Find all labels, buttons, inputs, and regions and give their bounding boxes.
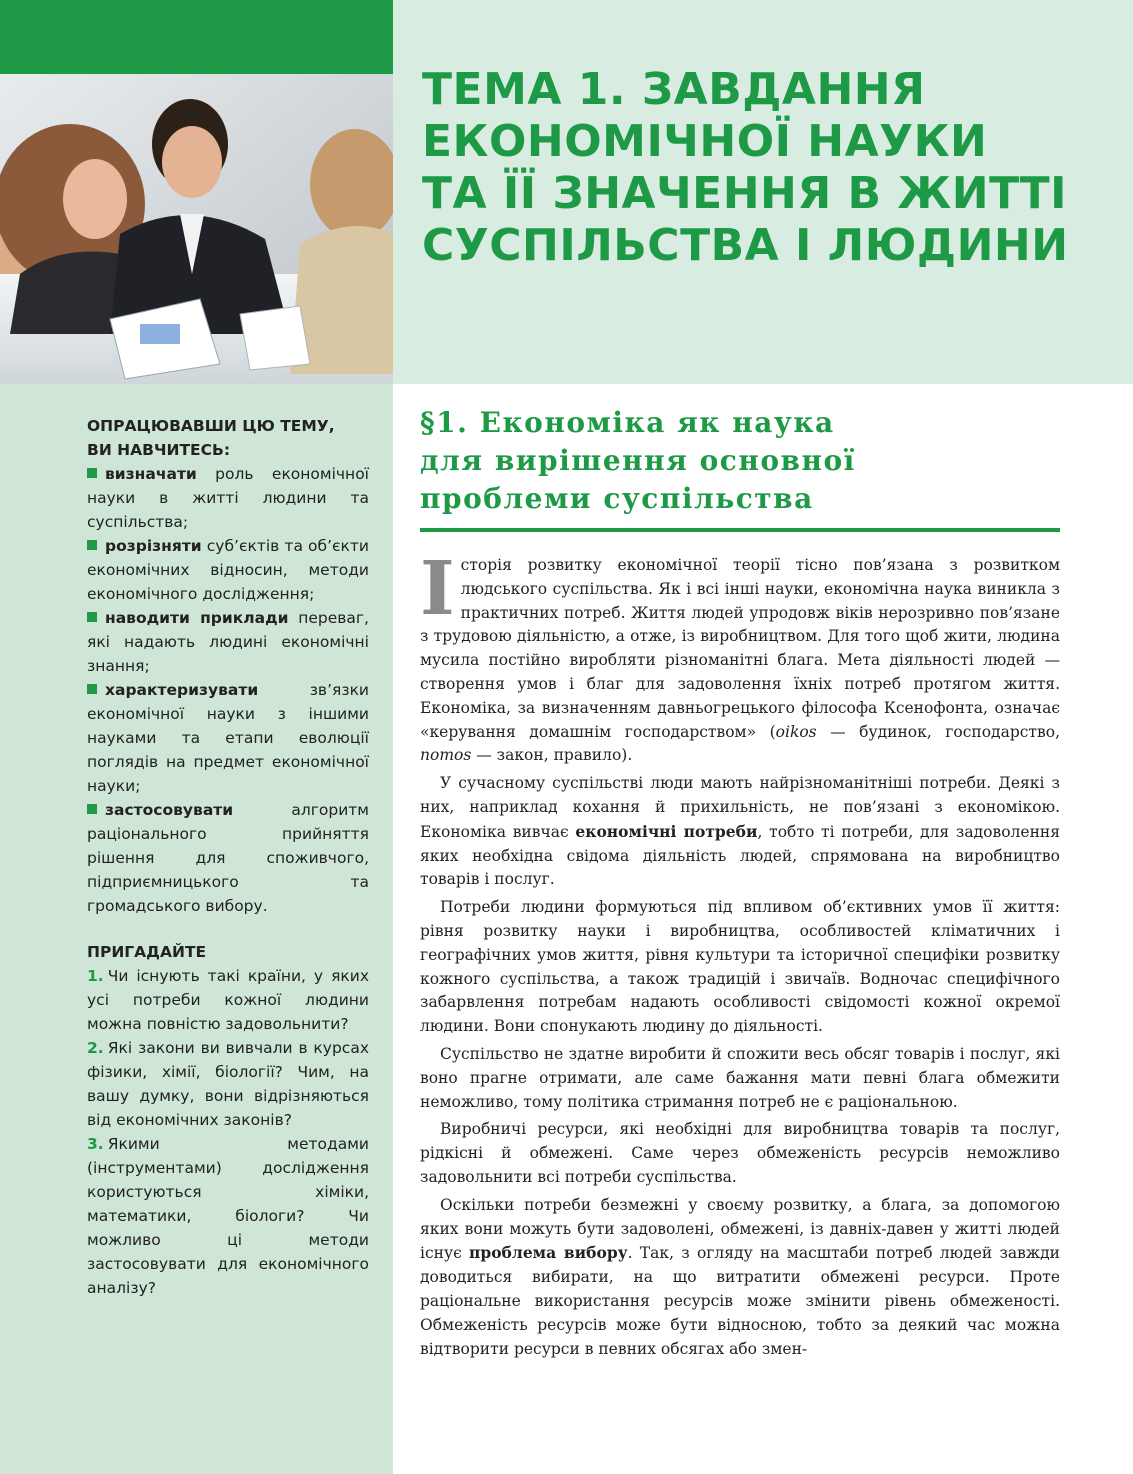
paragraph: Виробничі ресурси, які необхідні для виробництва товарів та послуг, рідкісні й обмежені. Саме через обмеженість ресурсів неможливо задовольнити всі потреби суспільства. [420,1120,1060,1186]
goal-verb: розрізняти [105,537,202,555]
section-title [420,404,1060,524]
goal-text: суб’єктів та об’єкти економічних відносин, методи економічного дослідження; [87,537,369,603]
paragraph-text: сторія розвитку економічної теорії тісно пов’язана з розвитком людського суспільства. Як і всі інші науки, економічна наука виникла з практичних потреб. Життя людей упродовж віків нерозривно пов’язане з трудовою діяльністю, а отже, із виробництвом. Для того щоб жити, людина мусила постійно виробляти різноманітні блага. Мета діяльності людей — створення умов і благ для задоволення їхніх потреб протягом життя. Економіка, за визначенням давньогрецького філософа Ксенофонта, означає «керування домашнім господарством» ( [420,556,1060,741]
recall-question [87,964,369,1036]
question-number: 2. [87,1039,104,1057]
paragraph-text: — закон, правило). [471,746,633,765]
goal-item [87,678,369,798]
section-title-line: для вирішення основної [420,444,856,477]
paragraph-text: Оскільки потреби безмежні у своєму розвитку, а блага, за допомогою яких вони можуть бути задоволені, обмежені, із давніх-давен у житті людей існує [420,1195,1060,1263]
paragraph-text: , тобто ті потреби, для задоволення яких необхідна свідома діяльність людей, спрямована на виробництво товарів і послуг. [420,822,1061,889]
topic-title-line: ЕКОНОМІЧНОЇ НАУКИ [422,116,988,167]
goal-text: роль економічної науки в житті людини та суспільства; [87,465,369,531]
paragraph: Суспільство не здатне виробити й спожити весь обсяг товарів і послуг, які воно прагне отримати, але саме бажання мати певні блага обмежити неможливо, тому політика стримання потреб не є раціональною. [420,1044,1060,1111]
topic-title [422,64,1122,272]
key-term: проблема вибору [469,1243,628,1263]
recall-heading: ПРИГАДАЙТЕ [87,943,207,961]
recall-block [87,940,369,1300]
goal-verb: застосовувати [105,801,234,819]
learn-heading-line: ОПРАЦЮВАВШИ ЦЮ ТЕМУ, [87,417,335,435]
bullet-square-icon [87,612,97,622]
question-text: Чи існують такі країни, у яких усі потреби кожної людини можна повністю задовольнити? [87,967,369,1033]
recall-question [87,1132,369,1300]
bullet-square-icon [87,684,97,694]
paragraph [420,772,1060,892]
drop-cap: І [420,546,455,632]
paragraph [420,546,1060,768]
question-number: 1. [87,967,104,985]
term-italic: oikos [775,722,817,741]
term-italic: nomos [420,746,472,765]
bullet-square-icon [87,540,97,550]
bullet-square-icon [87,468,97,478]
goal-verb: визначати [105,465,197,483]
question-number: 3. [87,1135,104,1153]
learn-heading [87,414,369,462]
recall-question [87,1036,369,1132]
header-green-bar [0,0,393,74]
paragraph-text: — будинок, господарство, [816,722,1060,741]
goal-item [87,462,369,534]
topic-title-line: ТА ЇЇ ЗНАЧЕННЯ В ЖИТТІ [422,168,1067,219]
paragraph [420,1194,1060,1362]
bullet-square-icon [87,804,97,814]
section-title-line: §1. Економіка як наука [420,406,835,439]
goal-text: переваг, які надають людині економічні знання; [87,609,369,675]
question-text: Якими методами (інструментами) дослідження користуються хіміки, математики, біологи? Чи можливо ці методи застосовувати для економічного аналізу? [87,1135,369,1297]
section-title-line: проблеми суспільства [420,482,814,515]
key-term: економічні потреби [575,821,758,841]
goal-item [87,534,369,606]
section-divider [420,528,1060,532]
main-content [420,404,1060,1365]
business-meeting-photo [0,74,393,384]
paragraph-text: У сучасному суспільстві люди мають найрізноманітніші потреби. Деякі з них, наприклад кохання й прихильність, не пов’язані з економікою. Економіка вивчає [420,774,1060,841]
goal-verb: характеризувати [105,681,259,699]
goal-item [87,798,369,918]
goal-item [87,606,369,678]
goal-text: зв’язки економічної науки з іншими науками та етапи еволюції поглядів на предмет економічної науки; [87,681,369,795]
topic-title-line: ТЕМА 1. ЗАВДАННЯ [422,64,926,115]
sidebar-content [87,414,369,1300]
question-text: Які закони ви вивчали в курсах фізики, хімії, біології? Чим, на вашу думку, вони відрізняються від економічних законів? [87,1039,369,1129]
goal-text: алгоритм раціонального прийняття рішення для споживчого, підприємницького та громадського вибору. [87,801,369,915]
paragraph-text: . Так, з огляду на масштаби потреб людей завжди доводиться вибирати, на що витратити обмежені ресурси. Проте раціональне використання ресурсів може змінити рівень обмеженості. Обмеженість ресурсів може бути відносною, тобто за деякий час можна відтворити ресурси в певних обсягах або змен- [420,1244,1061,1358]
goal-verb: наводити приклади [105,609,289,627]
learn-heading-line: ВИ НАВЧИТЕСЬ: [87,441,231,459]
topic-title-line: СУСПІЛЬСТВА І ЛЮДИНИ [422,220,1069,271]
paragraph: Потреби людини формуються під впливом об’єктивних умов її життя: рівня розвитку науки і виробництва, особливостей кліматичних і географічних умов життя, рівня культури та історичної специфіки розвитку кожного суспільства, а також традицій і звичаїв. Водночас специфічного забарвлення потребам надають особливості свідомості кожної окремої людини. Вони спонукають людину до діяльності. [420,898,1060,1036]
